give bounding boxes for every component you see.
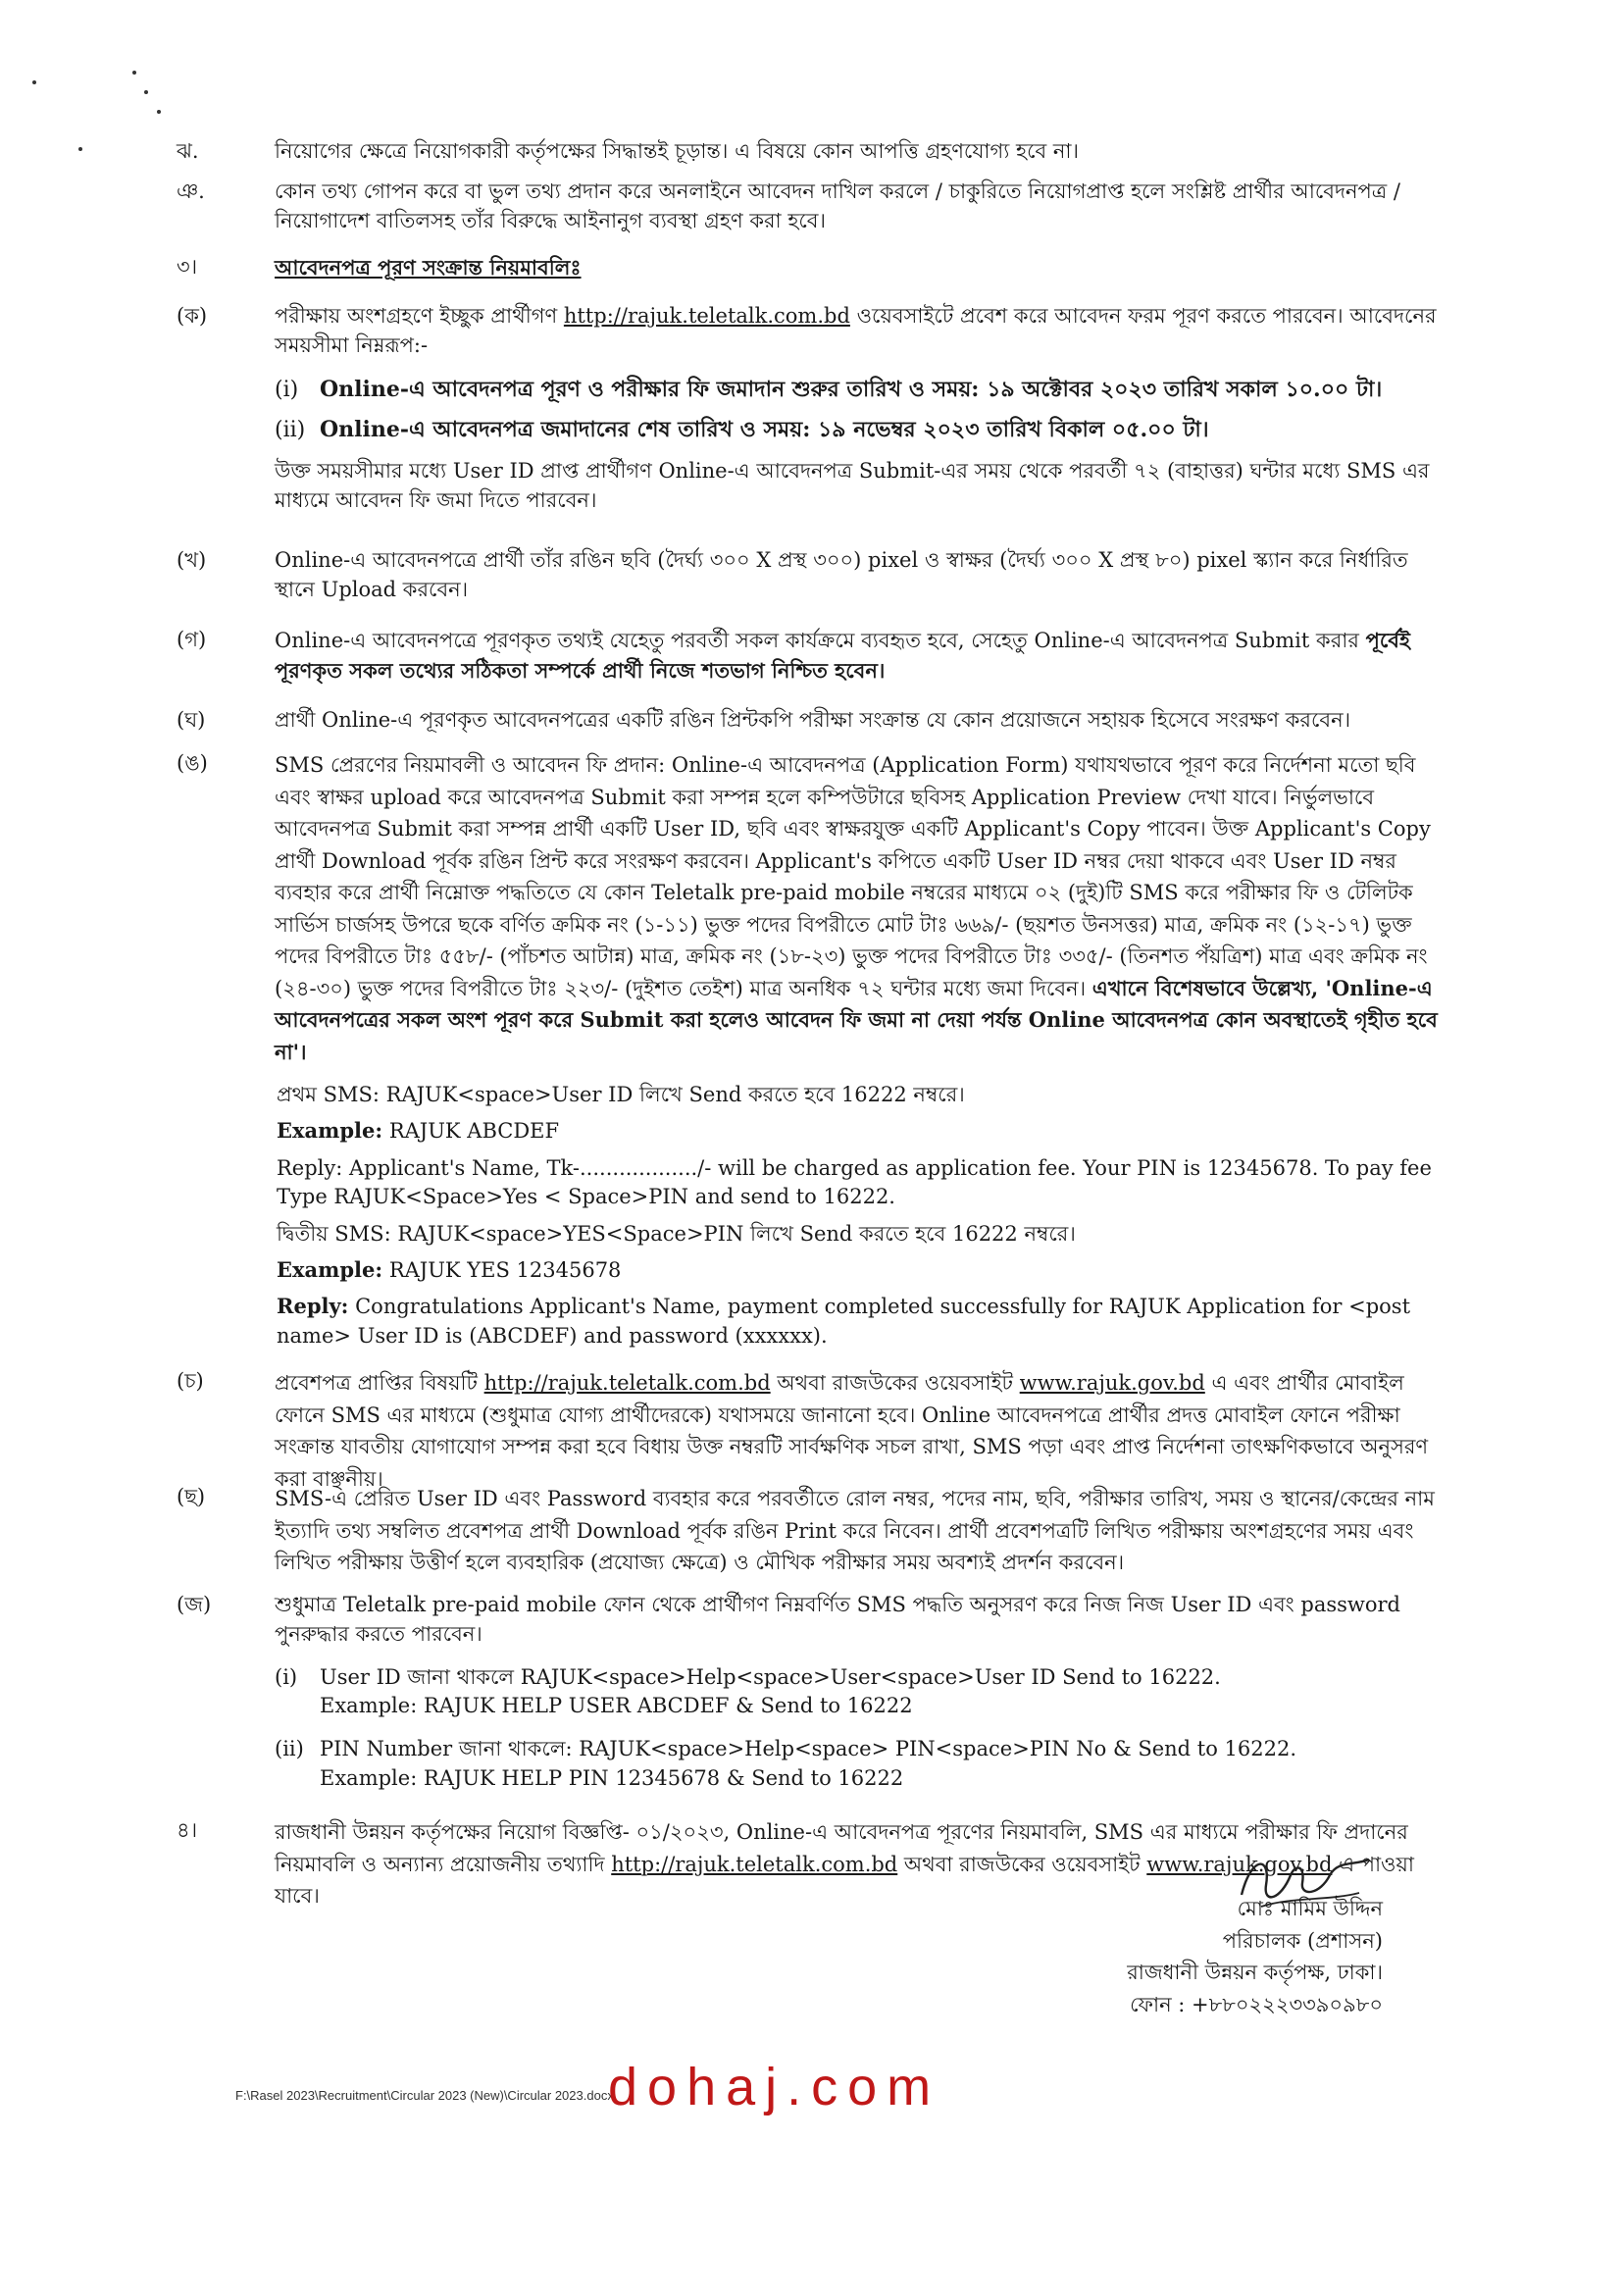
clause-text: নিয়োগের ক্ষেত্রে নিয়োগকারী কর্তৃপক্ষের সিদ্ধান্তই চূড়ান্ত। এ বিষয়ে কোন আপত্তি গ্রহণযোগ্য হবে না। [275,139,1080,163]
teletalk-link[interactable]: http://rajuk.teletalk.com.bd [483,1371,771,1395]
teletalk-link[interactable]: http://rajuk.teletalk.com.bd [563,304,850,328]
clause-bold-text: পূর্বেই পূরণকৃত সকল তথ্যের সঠিকতা সম্পর্কে প্রার্থী নিজে শতভাগ নিশ্চিত হবেন। [275,628,1410,683]
recovery-command: User ID জানা থাকলে RAJUK<space>Help<space>User<space>User ID Send to 16222. [320,1664,1221,1689]
clause-nga [177,749,1442,1068]
clause-label: ঞ. [177,179,205,203]
clause-text: ওয়েবসাইটে প্রবেশ করে আবেদন ফরম পূরণ করতে পারবেন। আবেদনের সময়সীমা নিম্নরূপ:- [275,304,1437,357]
clause-text: প্রবেশপত্র প্রাপ্তির বিষয়টি [275,1371,484,1395]
recovery-label: (i) [275,1664,298,1689]
timeline-item [275,375,1442,405]
scan-speck [157,110,161,114]
timeline-text: Online-এ আবেদনপত্র জমাদানের শেষ তারিখ ও সময়: ১৯ নভেম্বর ২০২৩ তারিখ বিকাল ০৫.০০ টা। [320,416,1209,442]
signature-block [1127,1854,1383,2020]
recovery-example: Example: RAJUK HELP PIN 12345678 & Send to 16222 [320,1766,904,1791]
recovery-item [275,1663,1442,1722]
reply-label: Reply: [277,1293,349,1318]
footer-file-path: F:\Rasel 2023\Recruitment\Circular 2023 (New)\Circular 2023.docx [235,2088,614,2103]
clause-text: কোন তথ্য গোপন করে বা ভুল তথ্য প্রদান করে অনলাইনে আবেদন দাখিল করলে / চাকুরিতে নিয়োগপ্রাপ্ত হলে সংশ্লিষ্ট প্রার্থীর আবেদনপত্র / নিয়োগাদেশ বাতিলসহ তাঁর বিরুদ্ধে আইনানুগ ব্যবস্থা গ্রহণ করা হবে। [275,179,1400,232]
clause-bold-text: এখানে বিশেষভাবে উল্লেখ্য, 'Online-এ আবেদনপত্রের সকল অংশ পূরণ করে Submit করা হলেও আবেদন ফি জমা না দেয়া পর্যন্ত Online আবেদনপত্র কোন অবস্থাতেই গৃহীত হবে না'। [275,975,1438,1064]
reply-text: Congratulations Applicant's Name, payment completed successfully for RAJUK Application for <post name> User ID is (ABCDEF) and password (xxxxxx). [277,1294,1411,1348]
clause-label: (ঘ) [177,708,206,732]
recovery-example: Example: RAJUK HELP USER ABCDEF & Send to 16222 [320,1694,913,1718]
section-number: ৪। [177,1818,198,1842]
recovery-label: (ii) [275,1737,304,1761]
watermark: dohaj.com [608,2058,941,2116]
timeline-note: উক্ত সময়সীমার মধ্যে User ID প্রাপ্ত প্রার্থীগণ Online-এ আবেদনপত্র Submit-এর সময় থেকে পরবর্তী ৭২ (বাহাত্তর) ঘন্টার মধ্যে SMS এর মাধ্যমে আবেদন ফি জমা দিতে পারবেন। [275,459,1430,512]
clause-ga [177,626,1442,687]
clause-text: প্রার্থী Online-এ পূরণকৃত আবেদনপত্রের একটি রঙিন প্রিন্টকপি পরীক্ষা সংক্রান্ত যে কোন প্রয়োজনে সহায়ক হিসেবে সংরক্ষণ করবেন। [275,708,1351,732]
clause-gha [177,706,1442,736]
example-text: RAJUK YES 12345678 [382,1258,622,1283]
section-3-heading [177,253,1442,282]
clause-kha [177,546,1442,605]
timeline-item [275,415,1442,445]
clause-label: (জ) [177,1593,212,1616]
clause-text: পরীক্ষায় অংশগ্রহণে ইচ্ছুক প্রার্থীগণ [275,304,564,328]
clause-jha [177,137,1442,167]
signatory-name: মোঃ মামিম উদ্দিন [1237,1897,1383,1920]
recovery-command: PIN Number জানা থাকলে: RAJUK<space>Help<space> PIN<space>PIN No & Send to 16222. [320,1737,1297,1761]
clause-text: এ এবং প্রার্থীর মোবাইল ফোনে SMS এর মাধ্যমে (শুধুমাত্র যোগ্য প্রার্থীদেরকে) যথাসময়ে জানানো হবে। Online আবেদনপত্রে প্রার্থীর প্রদত্ত মোবাইল ফোনে পরীক্ষা সংক্রান্ত যাবতীয় যোগাযোগ সম্পন্ন করা হবে বিধায় উক্ত নম্বরটি সার্বক্ষণিক সচল রাখা, SMS পড়া এবং প্রাপ্ত নির্দেশনা তাৎক্ষণিকভাবে অনুসরণ করা বাঞ্ছনীয়। [275,1371,1429,1491]
clause-label: (খ) [177,548,207,572]
clause-ka [177,302,1442,516]
clause-text: Online-এ আবেদনপত্রে পূরণকৃত তথ্যই যেহেতু পরবর্তী সকল কার্যক্রমে ব্যবহৃত হবে, সেহেতু Online-এ আবেদনপত্র Submit করার [275,629,1366,652]
section-title: আবেদনপত্র পূরণ সংক্রান্ত নিয়মাবলিঃ [275,255,582,280]
clause-text: রাজধানী উন্নয়ন কর্তৃপক্ষের নিয়োগ বিজ্ঞপ্তি- ০১/২০২৩, Online-এ আবেদনপত্র পূরণের নিয়মাবলি, SMS এর মাধ্যমে পরীক্ষার ফি প্রদানের নিয়মাবলি ও অন্যান্য প্রয়োজনীয় তথ্যাদি [275,1820,1408,1876]
section-number: ৩। [177,255,198,279]
clause-text: SMS-এ প্রেরিত User ID এবং Password ব্যবহার করে পরবর্তীতে রোল নম্বর, পদের নাম, ছবি, পরীক্ষার তারিখ, সময় ও স্থানের/কেন্দ্রের নাম ইত্যাদি তথ্য সম্বলিত প্রবেশপত্র প্রার্থী Download পূর্বক রঙিন Print করে নিবেন। প্রার্থী প্রবেশপত্রটি লিখিত পরীক্ষায় অংশগ্রহণের সময় এবং লিখিত পরীক্ষায় উত্তীর্ণ হলে ব্যবহারিক (প্রযোজ্য ক্ষেত্রে) ও মৌখিক পরীক্ষার সময় অবশ্যই প্রদর্শন করবেন। [275,1487,1435,1575]
signatory-title: পরিচালক (প্রশাসন) [1222,1928,1383,1953]
second-sms: দ্বিতীয় SMS: RAJUK<space>YES<Space>PIN লিখে Send করতে হবে 16222 নম্বরে। [277,1222,1076,1247]
timeline-text: Online-এ আবেদনপত্র পূরণ ও পরীক্ষার ফি জমাদান শুরুর তারিখ ও সময়: ১৯ অক্টোবর ২০২৩ তারিখ সকাল ১০.০০ টা। [320,376,1383,402]
scan-speck [144,90,148,94]
sms-instructions [277,1081,1444,1351]
recovery-item [275,1735,1442,1794]
rajuk-website-link[interactable]: www.rajuk.gov.bd [1146,1852,1333,1876]
clause-label: (ছ) [177,1485,206,1508]
rajuk-website-link[interactable]: www.rajuk.gov.bd [1019,1371,1205,1395]
example-text: RAJUK ABCDEF [382,1118,560,1143]
clause-label: (গ) [177,628,207,651]
clause-text: SMS প্রেরণের নিয়মাবলী ও আবেদন ফি প্রদান: Online-এ আবেদনপত্র (Application Form) যথাযথভাবে পূরণ করে নির্দেশনা মতো ছবি এবং স্বাক্ষর upload করে আবেদনপত্র Submit করা সম্পন্ন হলে কম্পিউটারে ছবিসহ Application Preview দেখা যাবে। নির্ভুলভাবে আবেদনপত্র Submit করা সম্পন্ন প্রার্থী একটি User ID, ছবি এবং স্বাক্ষরযুক্ত একটি Applicant's Copy পাবেন। উক্ত Applicant's Copy প্রার্থী Download পূর্বক রঙিন প্রিন্ট করে সংরক্ষণ করবেন। Applicant's কপিতে একটি User ID নম্বর দেয়া থাকবে এবং User ID নম্বর ব্যবহার করে প্রার্থী নিম্নোক্ত পদ্ধতিতে যে কোন Teletalk pre-paid mobile নম্বরের মাধ্যমে ০২ (দুই)টি SMS করে পরীক্ষার ফি ও টেলিটক সার্ভিস চার্জসহ উপরে ছকে বর্ণিত ক্রমিক নং (১-১১) ভুক্ত পদের বিপরীতে মোট টাঃ ৬৬৯/- (ছয়শত উনসত্তর) মাত্র, ক্রমিক নং (১২-১৭) ভুক্ত পদের বিপরীতে টাঃ ৫৫৮/- (পাঁচশত আটান্ন) মাত্র, ক্রমিক নং (১৮-২৩) ভুক্ত পদের বিপরীতে টাঃ ৩৩৫/- (তিনশত পঁয়ত্রিশ) মাত্র এবং ক্রমিক নং (২৪-৩০) ভুক্ত পদের বিপরীতে টাঃ ২২৩/- (দুইশত তেইশ) মাত্র অনধিক ৭২ ঘন্টার মধ্যে জমা দিবেন। [275,753,1431,1000]
clause-label: (ঙ) [177,751,208,775]
clause-text: এ পাওয়া যাবে। [275,1852,1414,1909]
example-label: Example: [277,1257,383,1283]
clause-text: Online-এ আবেদনপত্রে প্রার্থী তাঁর রঙিন ছবি (দৈর্ঘ্য ৩০০ X প্রস্থ ৩০০) pixel ও স্বাক্ষর (দৈর্ঘ্য ৩০০ X প্রস্থ ৮০) pixel স্ক্যান করে নির্ধারিত স্থানে Upload করবেন। [275,548,1408,601]
clause-cha [177,1367,1442,1495]
scan-speck [78,147,82,151]
clause-nya [177,178,1442,236]
clause-label: ঝ. [177,139,199,163]
timeline-label: (i) [275,377,299,402]
teletalk-link[interactable]: http://rajuk.teletalk.com.bd [611,1852,898,1876]
clause-ja [177,1591,1442,1794]
example-label: Example: [277,1117,383,1143]
clause-label: (চ) [177,1369,204,1393]
clause-text: অথবা রাজউকের ওয়েবসাইট [770,1371,1020,1395]
clause-text: অথবা রাজউকের ওয়েবসাইট [897,1852,1147,1876]
clause-text: শুধুমাত্র Teletalk pre-paid mobile ফোন থেকে প্রার্থীগণ নিম্নবর্ণিত SMS পদ্ধতি অনুসরণ করে নিজ নিজ User ID এবং password পুনরুদ্ধার করতে পারবেন। [275,1593,1400,1646]
scan-speck [132,71,136,75]
reply-text: Reply: Applicant's Name, Tk-................../- will be charged as application fee. Your PIN is 12345678. To pay fee Type RAJUK<Space>Yes < Space>PIN and send to 16222. [277,1155,1432,1209]
scan-speck [32,80,36,84]
timeline-label: (ii) [275,417,306,442]
clause-chha [177,1483,1442,1579]
first-sms: প্রথম SMS: RAJUK<space>User ID লিখে Send করতে হবে 16222 নম্বরে। [277,1083,965,1106]
signatory-phone: ফোন : +৮৮০২২২৩৩৯০৯৮০ [1130,1992,1383,2016]
clause-label: (ক) [177,304,208,328]
signatory-organization: রাজধানী উন্নয়ন কর্তৃপক্ষ, ঢাকা। [1127,1961,1383,1985]
